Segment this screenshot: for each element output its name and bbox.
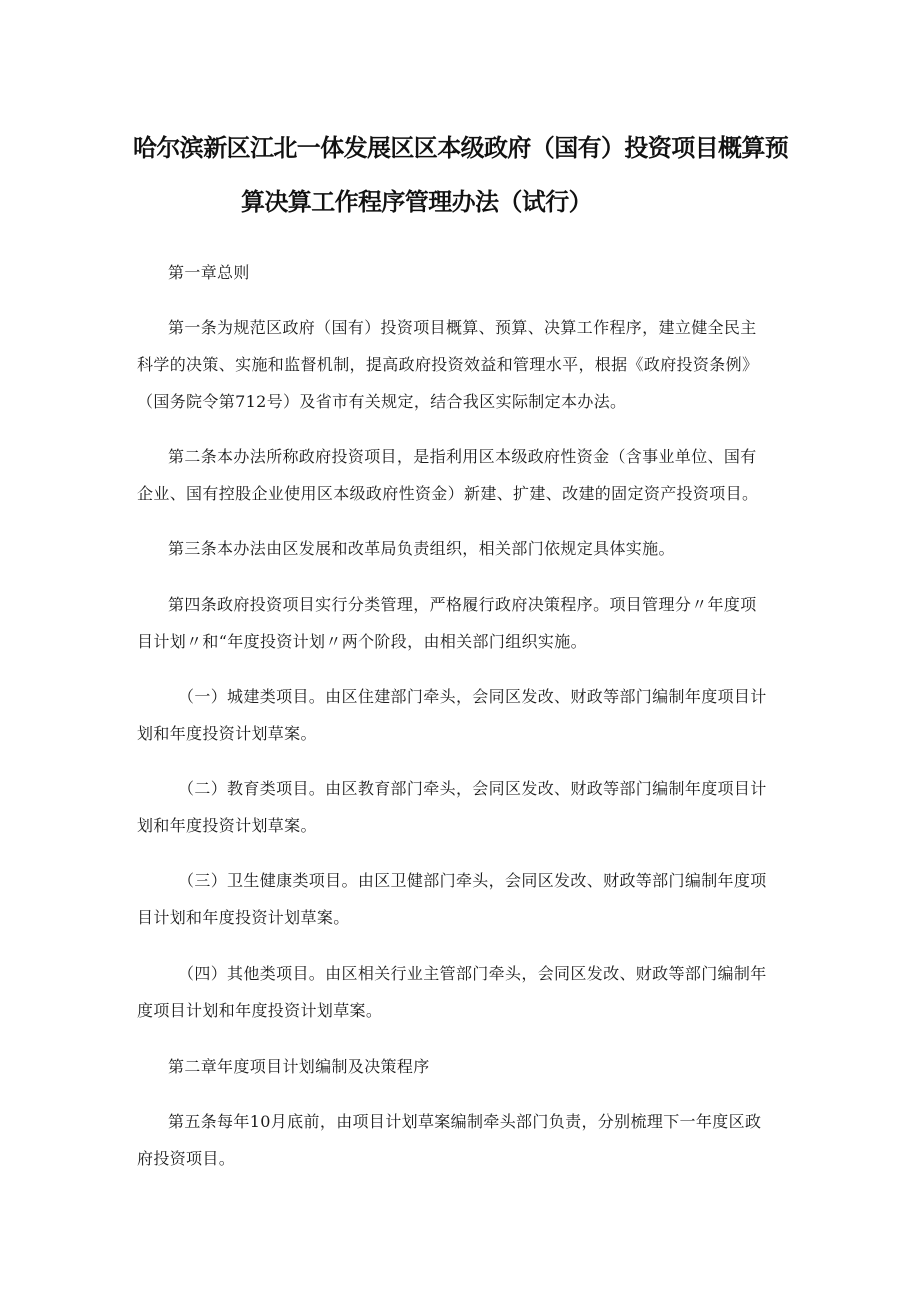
chapter-heading-1 [168,254,820,291]
document-title-line-1: 哈尔滨新区江北一体发展区区本级政府（国有）投资项目概算预 [133,134,789,162]
text-line: 目计划和年度投资计划草案。 [137,908,350,927]
article-5 [137,1103,789,1177]
text-line: 企业、国有控股企业使用区本级政府性资金）新建、扩建、改建的固定资产投资项目。 [137,484,759,503]
text-line: （国务院令第712号）及省市有关规定，结合我区实际制定本办法。 [137,392,627,411]
text-line: 第二条本办法所称政府投资项目，是指利用区本级政府性资金（含事业单位、国有 [168,447,757,466]
text-line: 划和年度投资计划草案。 [137,816,317,835]
text-line: （一）城建类项目。由区住建部门牵头，会同区发改、财政等部门编制年度项目计 [178,687,767,706]
text-line: （四）其他类项目。由区相关行业主管部门牵头，会同区发改、财政等部门编制年 [178,964,767,983]
text-line: 第一条为规范区政府（国有）投资项目概算、预算、决算工作程序，建立健全民主 [168,318,757,337]
article-3 [137,530,789,567]
text-line: 第五条每年10月底前，由项目计划草案编制牵头部门负责，分别梳理下一年度区政 [168,1112,762,1131]
item-3 [137,862,789,936]
text-line: 第三条本办法由区发展和改革局负责组织，相关部门依规定具体实施。 [168,539,675,558]
text-line: 第一章总则 [168,263,250,282]
article-2 [137,438,789,512]
text-line: 度项目计划和年度投资计划草案。 [137,1001,383,1020]
text-line: 第四条政府投资项目实行分类管理，严格履行政府决策程序。项目管理分〃年度项 [168,595,757,614]
text-line: 科学的决策、实施和监督机制，提高政府投资效益和管理水平，根据《政府投资条例》 [137,355,759,374]
text-line: 府投资项目。 [137,1149,236,1168]
text-line: （三）卫生健康类项目。由区卫健部门牵头，会同区发改、财政等部门编制年度项 [178,871,767,890]
article-4 [137,586,789,660]
text-line: （二）教育类项目。由区教育部门牵头，会同区发改、财政等部门编制年度项目计 [178,779,767,798]
text-line: 目计划〃和“年度投资计划〃两个阶段，由相关部门组织实施。 [137,632,587,651]
item-2 [137,770,789,844]
document-title-line-2: 算决算工作程序管理办法（试行） [241,188,592,216]
article-1 [137,309,789,420]
text-line: 划和年度投资计划草案。 [137,724,317,743]
text-line: 第二章年度项目计划编制及决策程序 [168,1057,430,1076]
item-4 [137,955,789,1029]
chapter-heading-2 [168,1048,820,1085]
item-1 [137,678,789,752]
